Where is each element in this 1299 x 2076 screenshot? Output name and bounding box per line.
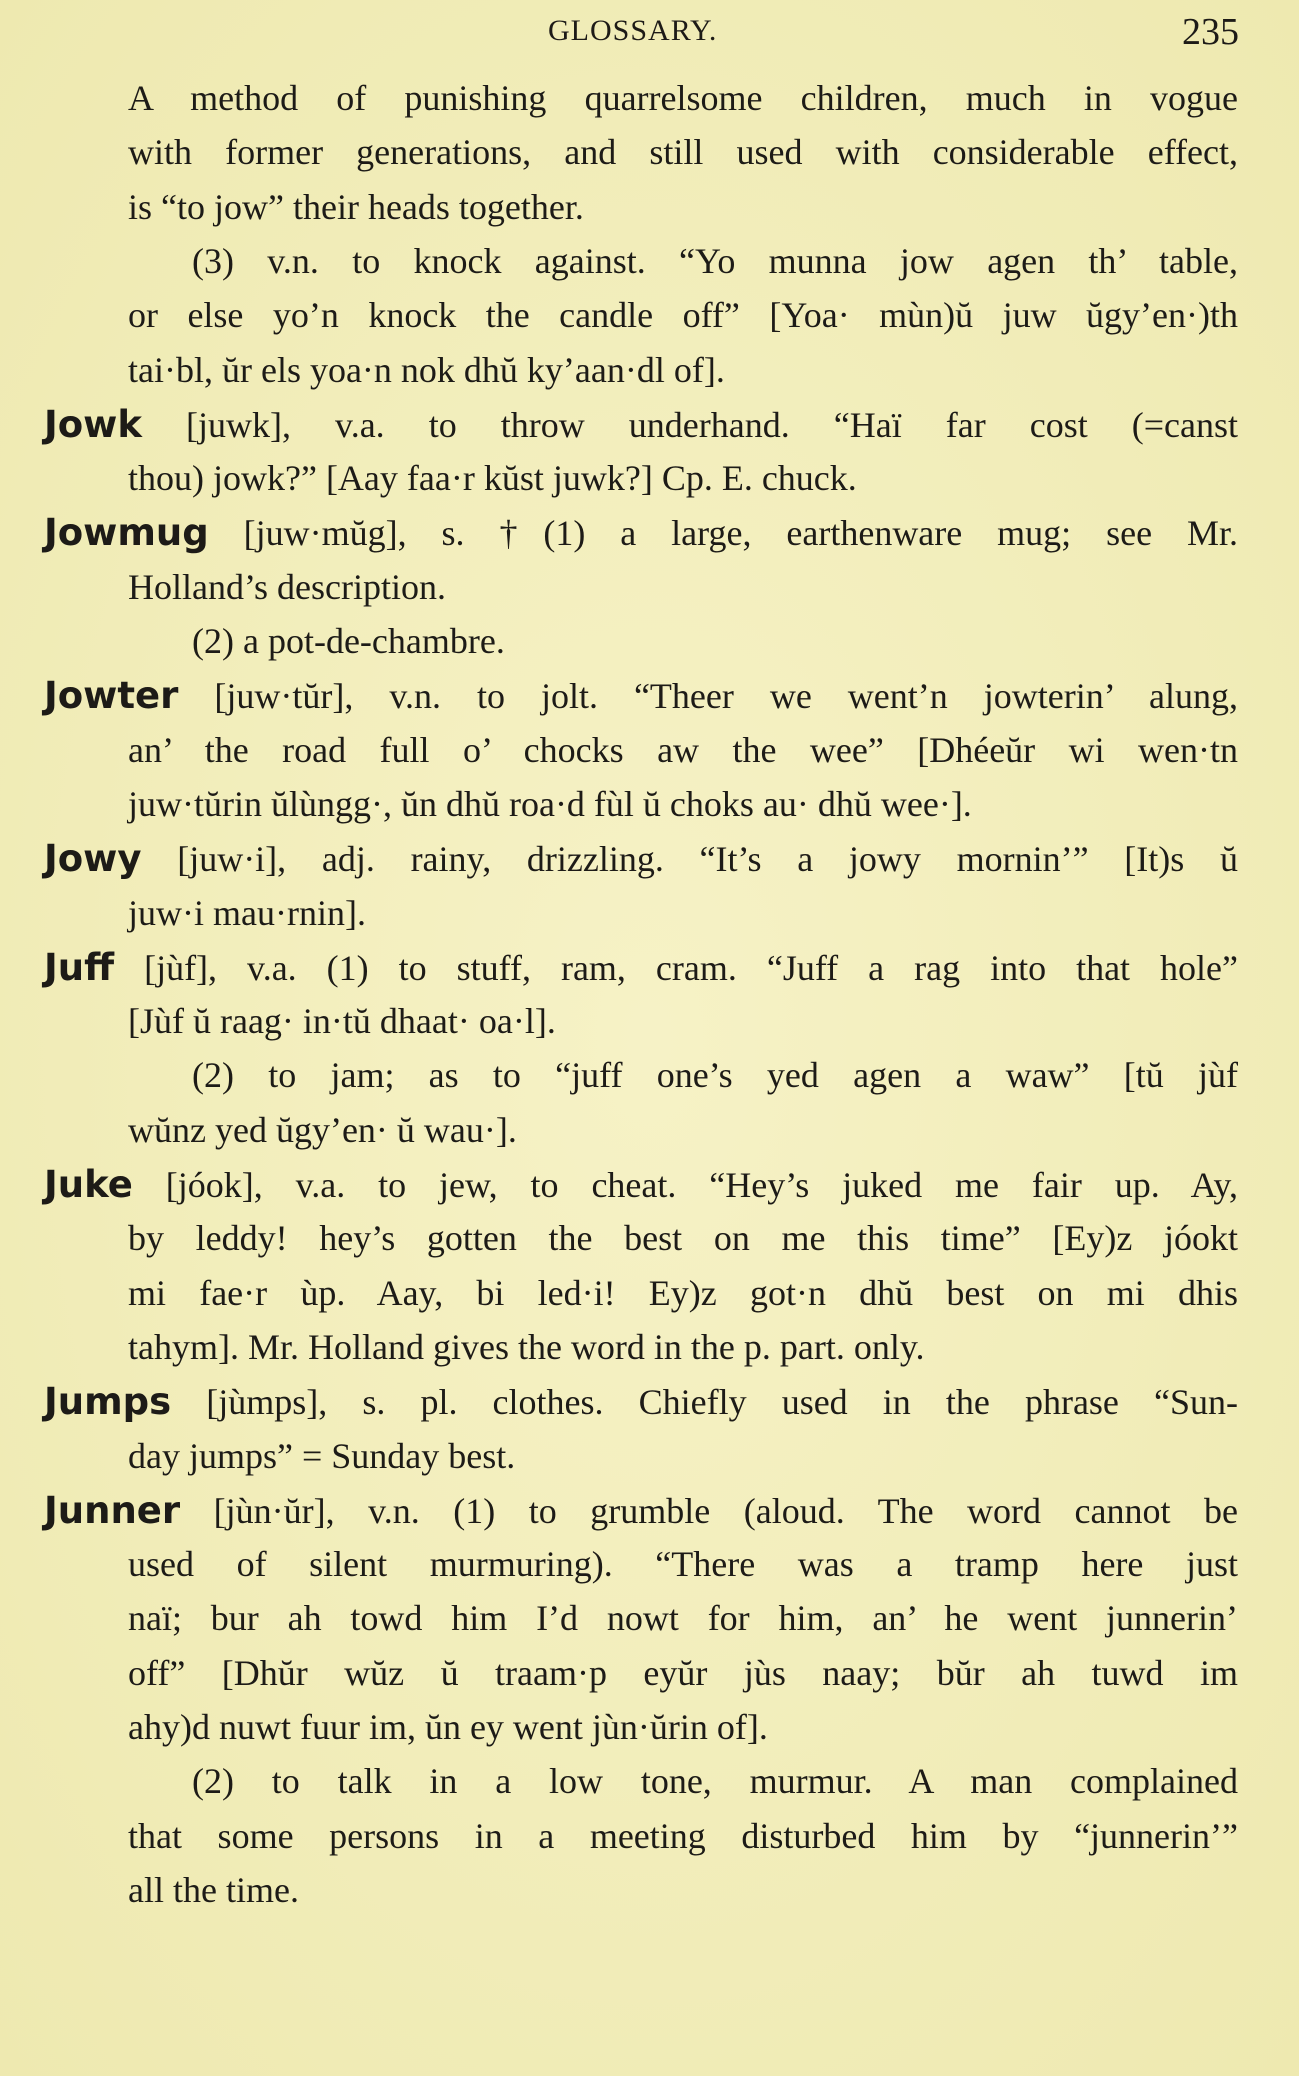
line-text: all the time.	[128, 1869, 299, 1910]
text-line	[128, 186, 1238, 227]
text-line	[192, 240, 1238, 281]
text-line	[128, 80, 1238, 116]
line-text: tahym]. Mr. Holland gives the word in the p. part. only.	[128, 1326, 925, 1367]
line-text: [juw·i], adj. rainy, drizzling. “It’s a jowy mornin’” [It)s ŭ	[141, 839, 1238, 880]
text-line	[128, 1652, 1238, 1693]
text-line	[128, 1709, 1238, 1745]
text-line	[128, 1544, 1238, 1585]
line-text: wŭnz yed ŭgy’en· ŭ wau·].	[128, 1109, 517, 1150]
text-line	[128, 783, 1238, 824]
line-text: [jùf], v.a. (1) to stuff, ram, cram. “Juff a rag into that hole”	[114, 947, 1238, 988]
text-line	[128, 566, 1238, 607]
text-line	[128, 1598, 1238, 1639]
page-header	[0, 10, 1299, 60]
line-text: (3) v.n. to knock against. “Yo munna jow agen th’ table,	[192, 240, 1238, 281]
line-text: tai·bl, ŭr els yoa·n nok dhŭ ky’aan·dl of].	[128, 349, 725, 390]
text-line	[128, 1815, 1238, 1856]
entry-first-line	[44, 1380, 1238, 1424]
text-line	[128, 1326, 1238, 1367]
line-text: by leddy! hey’s gotten the best on me this time” [Ey)z jóokt	[128, 1218, 1238, 1259]
line-text: naï; bur ah towd him I’d nowt for him, an’ he went junnerin’	[128, 1598, 1238, 1639]
text-line	[128, 1109, 1238, 1150]
line-text: [juwk], v.a. to throw underhand. “Haï far cost (=canst	[141, 404, 1238, 445]
text-line	[192, 623, 1238, 659]
line-text: [juw·mŭg], s. †(1) a large, earthenware mug; see Mr.	[208, 513, 1238, 554]
line-text: Holland’s description.	[128, 566, 446, 607]
entry-first-line	[44, 402, 1238, 446]
headword: Jowk	[44, 402, 142, 446]
line-text: with former generations, and still used with considerable effect,	[128, 132, 1238, 173]
headword: Jowy	[44, 837, 142, 881]
line-text: day jumps” = Sunday best.	[128, 1435, 516, 1476]
headword: Jumps	[44, 1380, 172, 1424]
line-text: [jùmps], s. pl. clothes. Chiefly used in the phrase “Sun-	[171, 1382, 1238, 1423]
line-text: mi fae·r ùp. Aay, bi led·i! Ey)z got·n dhŭ best on mi dhis	[128, 1272, 1238, 1313]
text-line	[192, 1055, 1238, 1096]
line-text: (2) to talk in a low tone, murmur. A man complained	[192, 1761, 1238, 1802]
text-line	[128, 458, 1238, 499]
text-line	[128, 892, 1238, 933]
text-line	[128, 349, 1238, 390]
line-text: that some persons in a meeting disturbed him by “junnerin’”	[128, 1815, 1238, 1856]
page-number: 235	[1182, 11, 1239, 53]
text-line	[128, 132, 1238, 173]
entry-first-line	[44, 1488, 1238, 1532]
line-text: or else yo’n knock the candle off” [Yoa· mùn)ŭ juw ŭgy’en·)th	[128, 295, 1238, 336]
text-line	[128, 1869, 1238, 1910]
line-text: [jóok], v.a. to jew, to cheat. “Hey’s juked me fair up. Ay,	[132, 1165, 1238, 1205]
text-line	[192, 1761, 1238, 1802]
entry-first-line	[44, 511, 1238, 555]
text-line	[128, 1272, 1238, 1313]
running-head: GLOSSARY.	[548, 14, 718, 47]
line-text: [jùn·ŭr], v.n. (1) to grumble (aloud. The word cannot be	[180, 1490, 1238, 1531]
text-line	[128, 1218, 1238, 1259]
entry-first-line	[44, 945, 1238, 989]
line-text: ahy)d nuwt fuur im, ŭn ey went jùn·ŭrin of].	[128, 1707, 768, 1747]
text-line	[128, 1435, 1238, 1476]
headword: Junner	[44, 1488, 181, 1532]
entry-first-line	[44, 674, 1238, 718]
entry-first-line	[44, 1163, 1238, 1206]
text-line	[128, 1001, 1238, 1042]
text-line	[128, 295, 1238, 336]
entry-first-line	[44, 837, 1238, 881]
line-text: [juw·tŭr], v.n. to jolt. “Theer we went’n jowterin’ alung,	[178, 676, 1238, 717]
line-text: A method of punishing quarrelsome children, much in vogue	[128, 78, 1238, 118]
line-text: used of silent murmuring). “There was a tramp here just	[128, 1544, 1238, 1585]
line-text: (2) a pot-de-chambre.	[192, 621, 505, 661]
line-text: juw·tŭrin ŭlùngg·, ŭn dhŭ roa·d fùl ŭ choks au· dhŭ wee·].	[128, 783, 972, 824]
line-text: (2) to jam; as to “juff one’s yed agen a waw” [tŭ jùf	[192, 1055, 1238, 1096]
headword: Jowmug	[44, 511, 209, 555]
headword: Juke	[44, 1163, 133, 1206]
headword: Juff	[44, 945, 115, 989]
line-text: an’ the road full o’ chocks aw the wee” [Dhéeŭr wi wen·tn	[128, 729, 1238, 770]
line-text: [Jùf ŭ raag· in·tŭ dhaat· oa·l].	[128, 1001, 556, 1042]
line-text: off” [Dhŭr wŭz ŭ traam·p eyŭr jùs naay; bŭr ah tuwd im	[128, 1652, 1238, 1693]
line-text: juw·i mau·rnin].	[128, 892, 366, 933]
line-text: thou) jowk?” [Aay faa·r kŭst juwk?] Cp. E. chuck.	[128, 458, 857, 499]
headword: Jowter	[44, 674, 179, 718]
line-text: is “to jow” their heads together.	[128, 186, 584, 227]
text-line	[128, 729, 1238, 770]
